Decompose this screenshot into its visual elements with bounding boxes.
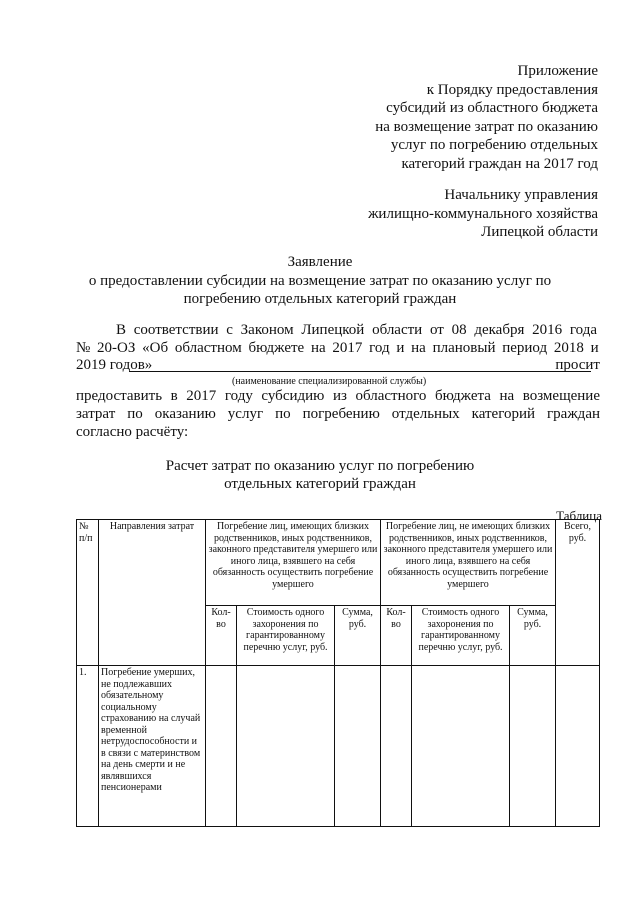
- calculation-title-line: отдельных категорий граждан: [224, 476, 416, 492]
- header-group-without-relatives: Погребение лиц, не имеющих близких родственников, иных родственников, законного представителя умершего или иного лица, взявшего на себя обязанность осуществить погребение умершего: [381, 520, 556, 606]
- subheader-sum: Сумма, руб.: [510, 606, 556, 666]
- statement-title: Заявление: [287, 254, 353, 270]
- appendix-line: услуг по погребению отдельных: [390, 137, 598, 153]
- appendix-line: к Порядку предоставления: [426, 81, 598, 98]
- statement-subtitle: о предоставлении субсидии на возмещение затрат по оказанию услуг по: [88, 272, 552, 289]
- subheader-cost: Стоимость одного захоронения по гарантированному перечню услуг, руб.: [412, 606, 510, 666]
- row-direction: Погребение умерших, не подлежавших обязательному социальному страхованию на случай временной нетрудоспособности и в связи с материнством на день смерти и не являвшихся пенсионерами: [99, 666, 206, 827]
- statement-subtitle: погребению отдельных категорий граждан: [183, 291, 457, 307]
- calculation-title: [40, 457, 600, 493]
- cell-cost[interactable]: [412, 666, 510, 827]
- header-direction: Направления затрат: [99, 520, 206, 666]
- paragraph-line-start: 2019 годов»: [76, 357, 153, 373]
- appendix-line: категорий граждан на 2017 год: [401, 155, 598, 172]
- subheader-cost: Стоимость одного захоронения по гарантированному перечню услуг, руб.: [237, 606, 335, 666]
- cell-total[interactable]: [556, 666, 600, 827]
- header-total: Всего, руб.: [556, 520, 600, 666]
- cell-cost[interactable]: [237, 666, 335, 827]
- statement-title-block: [40, 253, 600, 309]
- appendix-line: Приложение: [517, 63, 598, 79]
- subheader-sum: Сумма, руб.: [335, 606, 381, 666]
- calculation-table: [76, 519, 600, 827]
- subheader-qty: Кол-во: [206, 606, 237, 666]
- paragraph-line: В соответствии с Законом Липецкой области от 08 декабря 2016 года: [116, 322, 597, 338]
- table-header-row: [77, 520, 600, 606]
- addressee-line: жилищно-коммунального хозяйства: [368, 205, 598, 222]
- header-num: № п/п: [77, 520, 99, 666]
- paragraph-2: [76, 387, 600, 441]
- paragraph-line: согласно расчёту:: [76, 424, 189, 440]
- cell-qty[interactable]: [381, 666, 412, 827]
- cell-sum[interactable]: [335, 666, 381, 827]
- paragraph-1: [76, 321, 600, 357]
- addressee-block: [368, 186, 598, 242]
- paragraph-line: № 20-ОЗ «Об областном бюджете на 2017 год и на плановый период 2018 и: [76, 340, 599, 356]
- addressee-line: Липецкой области: [481, 224, 598, 240]
- header-group-with-relatives: Погребение лиц, имеющих близких родственников, иных родственников, законного представителя умершего или иного лица, взявшего на себя обязанность осуществить погребение умершего: [206, 520, 381, 606]
- appendix-header: [375, 62, 598, 173]
- addressee-line: Начальнику управления: [444, 187, 598, 203]
- paragraph-line-end: просит: [555, 357, 600, 373]
- service-name-field[interactable]: [129, 371, 591, 372]
- cell-sum[interactable]: [510, 666, 556, 827]
- table-row: [77, 666, 600, 827]
- appendix-line: на возмещение затрат по оказанию: [375, 118, 598, 135]
- table-label: Таблица: [556, 508, 602, 523]
- row-num: 1.: [77, 666, 99, 827]
- cell-qty[interactable]: [206, 666, 237, 827]
- field-hint: (наименование специализированной службы): [232, 376, 427, 387]
- paragraph-line: затрат по оказанию услуг по погребению отдельных категорий граждан: [76, 406, 600, 422]
- appendix-line: субсидий из областного бюджета: [386, 100, 598, 116]
- calculation-title-line: Расчет затрат по оказанию услуг по погребению: [165, 458, 475, 474]
- paragraph-line: предоставить в 2017 году субсидию из областного бюджета на возмещение: [76, 388, 600, 404]
- subheader-qty: Кол-во: [381, 606, 412, 666]
